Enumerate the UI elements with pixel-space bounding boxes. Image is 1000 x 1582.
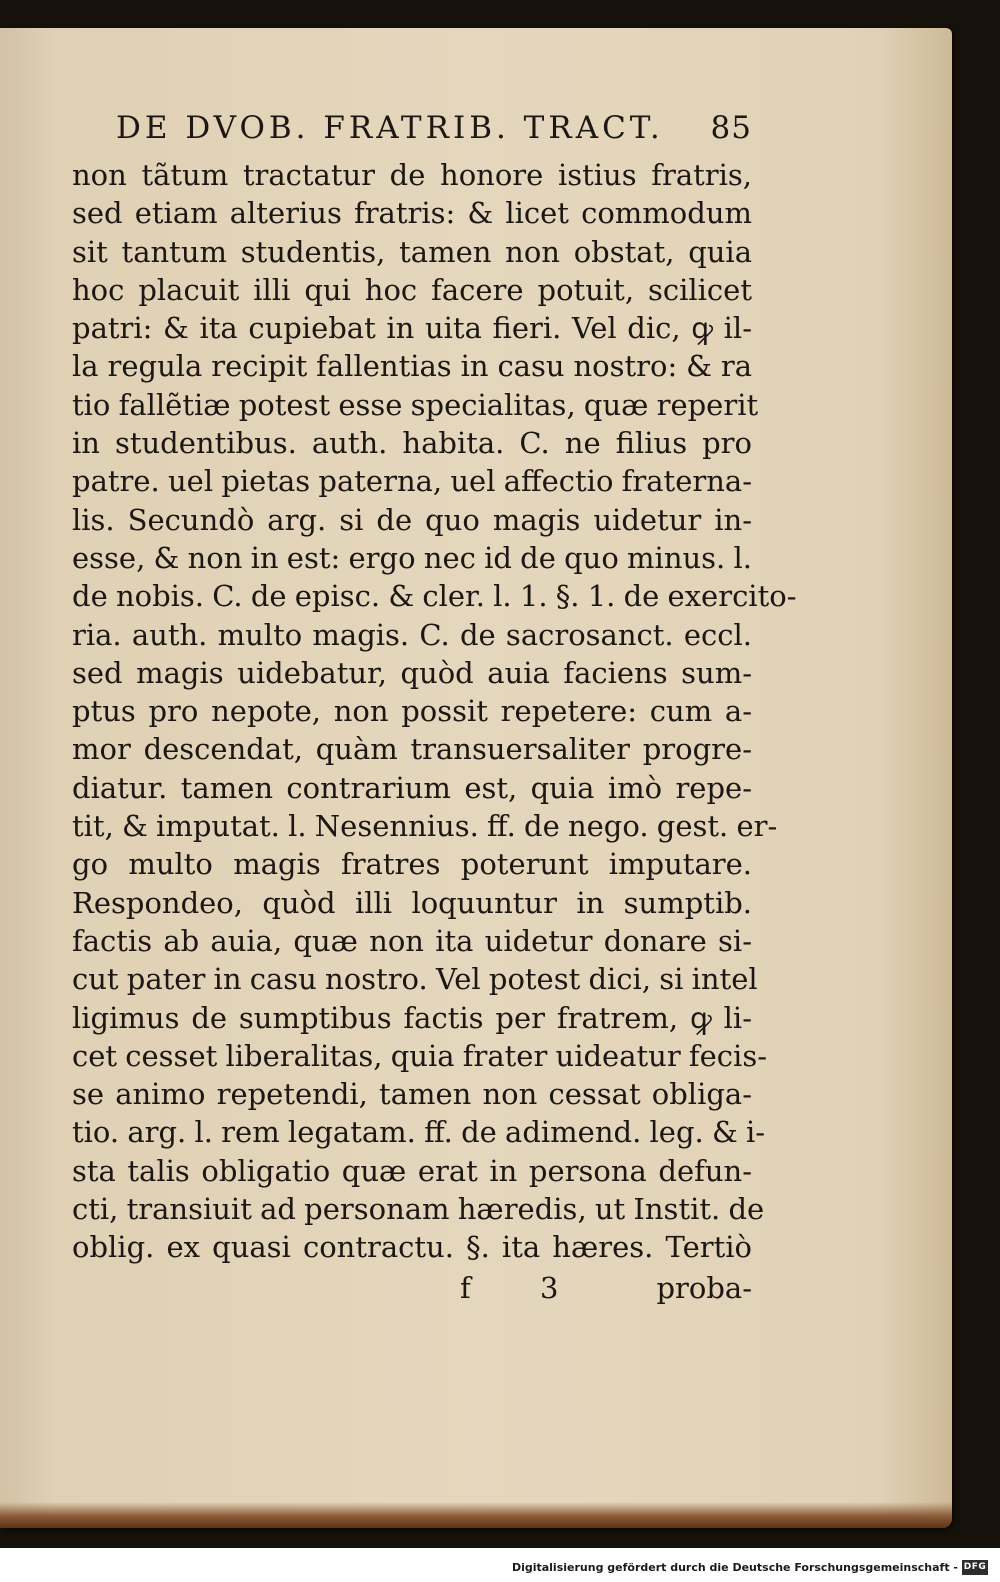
text-line: sit tantum studentis, tamen non obstat, quia	[72, 234, 752, 269]
text-line: ptus pro nepote, non possit repetere: cum a-	[72, 694, 752, 729]
text-line: se animo repetendi, tamen non cessat obliga-	[72, 1077, 752, 1112]
text-line: cet cesset liberalitas, quia frater uideatur fecis-	[72, 1038, 767, 1073]
text-line: cut pater in casu nostro. Vel potest dici, si intel	[72, 962, 758, 997]
text-block	[72, 110, 797, 1307]
text-line: ria. auth. multo magis. C. de sacrosanct. eccl.	[72, 617, 752, 652]
text-line: Respondeo, quòd illi loquuntur in sumptib.	[72, 885, 752, 920]
text-line: patri: & ita cupiebat in uita fieri. Vel dic, ꝙ il-	[72, 311, 752, 346]
page-number: 85	[710, 110, 752, 146]
text-line: diatur. tamen contrarium est, quia imò repe-	[72, 770, 752, 805]
text-line: go multo magis fratres poterunt imputare.	[72, 847, 752, 882]
signature-mark: f 3	[460, 1270, 589, 1305]
funding-credit: Digitalisierung gefördert durch die Deutsche Forschungsgemeinschaft -	[511, 1561, 958, 1574]
text-line: non tãtum tractatur de honore istius fratris,	[72, 158, 752, 192]
signature-line	[72, 1269, 752, 1307]
running-head	[72, 110, 752, 152]
text-line: tio. arg. l. rem legatam. ff. de adimend. leg. & i-	[72, 1115, 766, 1150]
running-head-title: DE DVOB. FRATRIB. TRACT.	[116, 110, 664, 146]
text-line: sed magis uidebatur, quòd auia faciens sum-	[72, 655, 752, 690]
book-page	[0, 28, 952, 1528]
text-line: sta talis obligatio quæ erat in persona defun-	[72, 1153, 752, 1188]
text-line: de nobis. C. de episc. & cler. l. 1. §. 1. de exercito-	[72, 579, 797, 614]
text-line: oblig. ex quasi contractu. §. ita hæres. Tertiò	[72, 1230, 752, 1265]
footer-bar	[0, 1548, 1000, 1582]
text-line: factis ab auia, quæ non ita uidetur donare si-	[72, 923, 752, 958]
text-line: esse, & non in est: ergo nec id de quo minus. l.	[72, 540, 752, 575]
text-line: la regula recipit fallentias in casu nostro: & ra	[72, 349, 752, 384]
page-edge	[0, 1502, 952, 1528]
dfg-logo: DFG	[962, 1560, 988, 1575]
text-line: patre. uel pietas paterna, uel affectio fraterna-	[72, 464, 752, 499]
text-line: mor descendat, quàm transuersaliter progre-	[72, 732, 752, 767]
text-line: lis. Secundò arg. si de quo magis uidetur in-	[72, 502, 752, 537]
text-line: cti, transiuit ad personam hæredis, ut Instit. de	[72, 1192, 765, 1227]
text-line: sed etiam alterius fratris: & licet commodum	[72, 196, 752, 231]
text-line: ligimus de sumptibus factis per fratrem, ꝙ li-	[72, 1000, 752, 1035]
text-line: tio fallẽtiæ potest esse specialitas, quæ reperit	[72, 387, 759, 422]
body-text	[72, 156, 797, 1267]
text-line: in studentibus. auth. habita. C. ne filius pro	[72, 426, 752, 461]
text-line: tit, & imputat. l. Nesennius. ff. de nego. gest. er-	[72, 809, 778, 844]
text-line: hoc placuit illi qui hoc facere potuit, scilicet	[72, 272, 752, 307]
catchword: proba-	[656, 1270, 752, 1305]
